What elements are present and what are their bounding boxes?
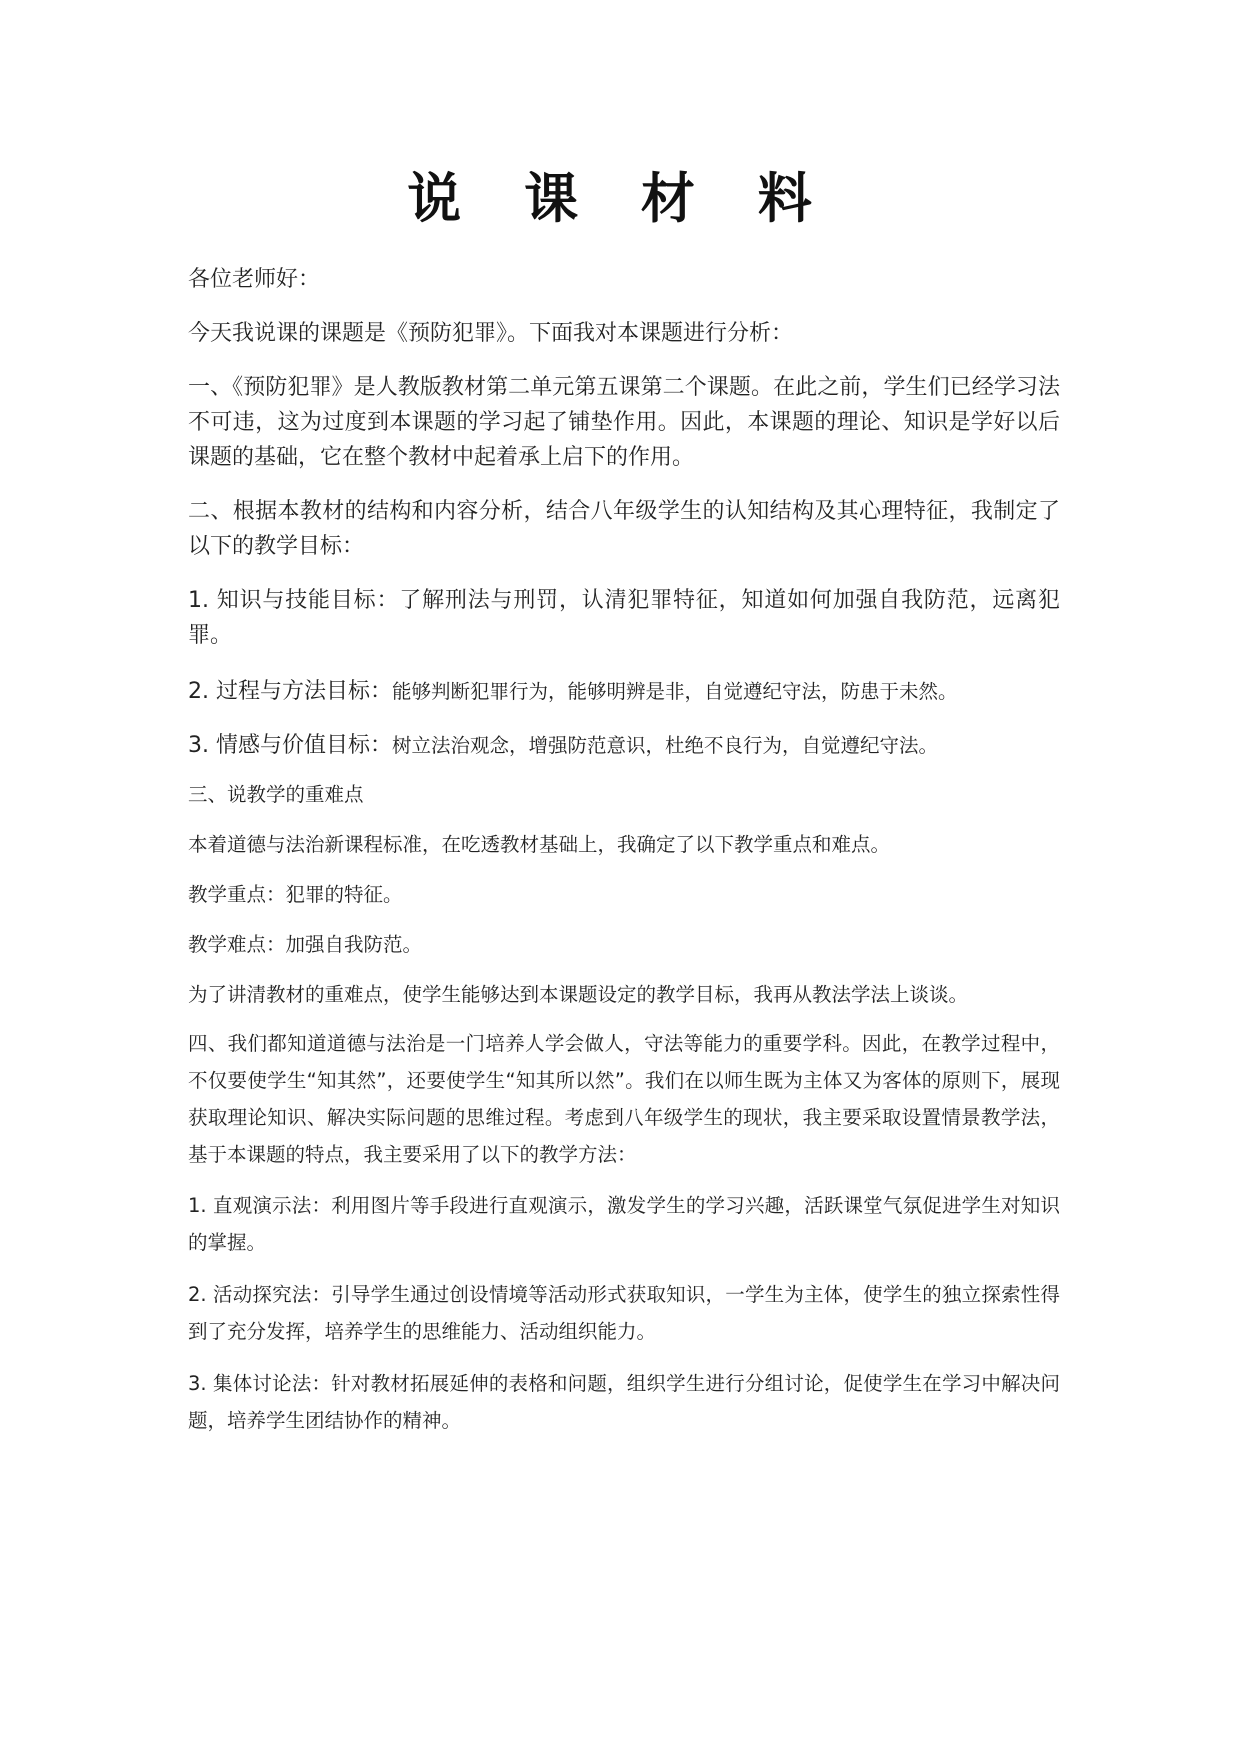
goal-3-paragraph [188, 727, 1060, 764]
difficult-point-paragraph: 教学难点：加强自我防范。 [188, 933, 423, 956]
section-one-paragraph: 一、《预防犯罪》是人教版教材第二单元第五课第二个课题。在此之前，学生们已经学习法不可违，这为过度到本课题的学习起了铺垫作用。因此，本课题的理论、知识是学好以后课题的基础，它在整个教材中起着承上启下的作用。 [188, 375, 1060, 470]
intro-paragraph: 今天我说课的课题是《预防犯罪》。下面我对本课题进行分析： [188, 321, 794, 346]
key-point-paragraph: 教学重点：犯罪的特征。 [188, 883, 403, 906]
section-four-paragraph: 四、我们都知道道德与法治是一门培养人学会做人，守法等能力的重要学科。因此，在教学过程中，不仅要使学生“知其然”，还要使学生“知其所以然”。我们在以师生既为主体又为客体的原则下，展现获取理论知识、解决实际问题的思维过程。考虑到八年级学生的现状，我主要采取设置情景教学法，基于本课题的特点，我主要采用了以下的教学方法： [188, 1032, 1060, 1166]
method-2-paragraph: 2. 活动探究法：引导学生通过创设情境等活动形式获取知识，一学生为主体，使学生的独立探索性得到了充分发挥，培养学生的思维能力、活动组织能力。 [188, 1283, 1060, 1343]
goal-3-text: 树立法治观念，增强防范意识，杜绝不良行为，自觉遵纪守法。 [391, 734, 938, 757]
goal-2-label: 2. 过程与方法目标： [188, 679, 392, 704]
method-3-paragraph: 3. 集体讨论法：针对教材拓展延伸的表格和问题，组织学生进行分组讨论，促使学生在学习中解决问题，培养学生团结协作的精神。 [188, 1372, 1060, 1432]
goal-1-paragraph: 1. 知识与技能目标：了解刑法与刑罚，认清犯罪特征，知道如何加强自我防范，远离犯罪。 [188, 588, 1060, 648]
section-two-paragraph: 二、根据本教材的结构和内容分析，结合八年级学生的认知结构及其心理特征，我制定了以下的教学目标： [188, 499, 1060, 559]
document-title: 说 课 材 料 [407, 166, 834, 230]
method-1-paragraph: 1. 直观演示法：利用图片等手段进行直观演示，激发学生的学习兴趣，活跃课堂气氛促进学生对知识的掌握。 [188, 1194, 1060, 1254]
goal-2-text: 能够判断犯罪行为，能够明辨是非，自觉遵纪守法，防患于未然。 [391, 680, 958, 703]
standard-paragraph: 本着道德与法治新课程标准，在吃透教材基础上，我确定了以下教学重点和难点。 [188, 833, 891, 856]
transition-paragraph: 为了讲清教材的重难点，使学生能够达到本课题设定的教学目标，我再从教法学法上谈谈。 [188, 983, 969, 1006]
greeting-paragraph: 各位老师好： [188, 267, 321, 292]
goal-3-label: 3. 情感与价值目标： [188, 733, 392, 758]
section-three-heading: 三、说教学的重难点 [188, 783, 364, 806]
goal-2-paragraph [188, 673, 1060, 710]
document-body [188, 262, 1060, 1439]
